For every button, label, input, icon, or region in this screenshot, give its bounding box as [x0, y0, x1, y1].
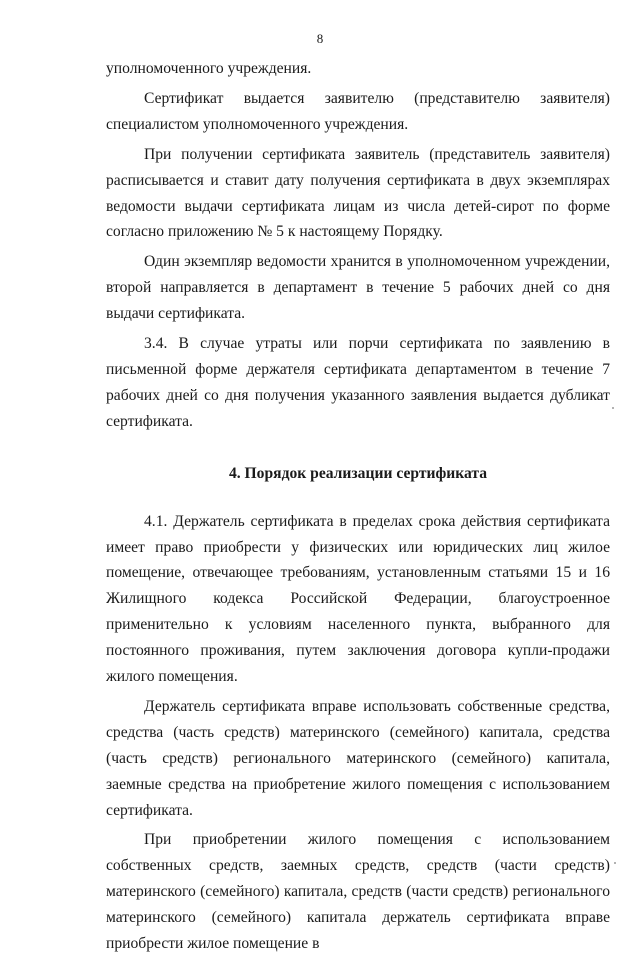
paragraph-clause-4-1: 4.1. Держатель сертификата в пределах срока действия сертификата имеет право приобрести у физических или юридических лиц жилое помещение, отвечающее требованиям, установленным статьями 15 и 16 Жилищного кодекса Российской Федерации, благоустроенное применительно к условиям населенного пункта, выбранного для постоянного проживания, путем заключения договора купли-продажи жилого помещения. — [106, 512, 610, 686]
paragraph-certificate-receipt: При получении сертификата заявитель (представитель заявителя) расписывается и ставит дату получения сертификата в двух экземплярах ведомости выдачи сертификата лицам из числа детей-сирот по форме согласно приложению № 5 к настоящему Порядку. — [106, 145, 610, 241]
paragraph-own-funds: Держатель сертификата вправе использовать собственные средства, средства (часть средств) материнского (семейного) капитала, средства (часть средств) регионального материнского (семейного) капитала, заемные средства на приобретение жилого помещения с использованием сертификата. — [106, 697, 610, 819]
document-body — [106, 56, 610, 957]
paragraph-certificate-issue: Сертификат выдается заявителю (представителю заявителя) специалистом уполномоченного учреждения. — [106, 89, 610, 133]
page-number: 8 — [316, 31, 324, 46]
paragraph-continuation: уполномоченного учреждения. — [106, 60, 312, 77]
paragraph-register-copies: Один экземпляр ведомости хранится в уполномоченном учреждении, второй направляется в департамент в течение 5 рабочих дней со дня выдачи сертификата. — [106, 253, 610, 323]
paragraph-purchase-with-funds: При приобретении жилого помещения с использованием собственных средств, заемных средств, средств (части средств) материнского (семейного) капитала, средств (части средств) регионального материнского (семейного) капитала держатель сертификата вправе приобрести жилое помещение в — [106, 831, 610, 953]
paragraph-clause-3-4: 3.4. В случае утраты или порчи сертификата по заявлению в письменной форме держателя сертификата департаментом в течение 7 рабочих дней со дня получения указанного заявления выдается дубликат сертификата. — [106, 335, 610, 430]
scan-speck — [614, 862, 616, 864]
scan-speck — [612, 407, 614, 409]
section-heading: 4. Порядок реализации сертификата — [228, 464, 488, 482]
